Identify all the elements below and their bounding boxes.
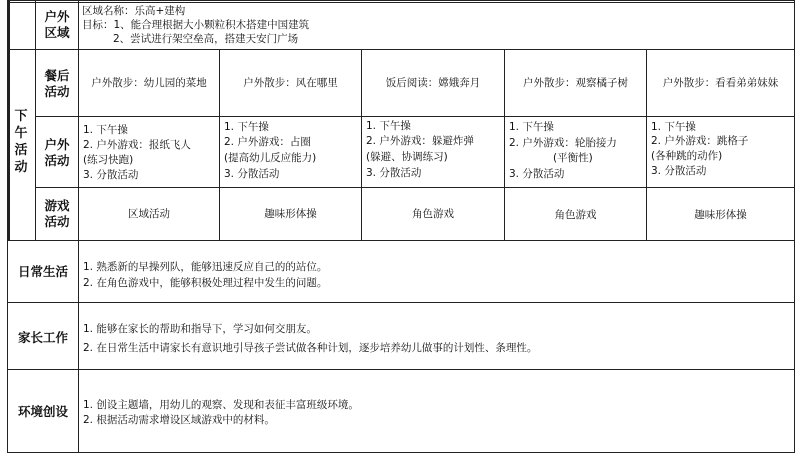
environment-line-2: 2. 根据活动需求增设区域游戏中的材料。 — [83, 414, 275, 426]
outdoor-col4-line4: 3. 分散活动 — [509, 168, 565, 180]
games-label-line2: 活动 — [44, 214, 70, 229]
after-meal-label-line2: 活动 — [44, 84, 70, 99]
game-item-3: 角色游戏 — [412, 208, 454, 220]
after-meal-item-3: 饭后阅读：嫦娥奔月 — [385, 77, 481, 89]
daily-life-label: 日常生活 — [17, 264, 68, 279]
environment-line-1: 1. 创设主题墙，用幼儿的观察、发现和表征丰富班级环境。 — [83, 399, 359, 411]
outdoor-col1-line2: 2. 户外游戏：报纸飞人 — [83, 139, 191, 151]
outdoor-col5-line3: (各种跳的动作) — [651, 150, 723, 162]
games-label-line1: 游戏 — [44, 198, 70, 213]
after-meal-item-4: 户外散步：观察橘子树 — [523, 77, 628, 89]
game-item-2: 趣味形体操 — [264, 208, 317, 220]
game-item-4: 角色游戏 — [554, 209, 597, 221]
after-meal-item-5: 户外散步：看看弟弟妹妹 — [662, 77, 779, 89]
outdoor-col2-line3: (提高幼儿反应能力) — [224, 152, 317, 164]
daily-life-line-1: 1. 熟悉新的早操列队，能够迅速反应自己的的站位。 — [83, 261, 328, 273]
outdoor-col2-line2: 2. 户外游戏：占圈 — [224, 136, 311, 148]
outdoor-col4-line2: 2. 户外游戏：轮胎接力 — [509, 137, 617, 149]
outdoor-col1-line1: 1. 下午操 — [83, 124, 128, 136]
outdoor-col1-line3: (练习快跑) — [83, 154, 134, 166]
afternoon-label: 下午活动 — [14, 109, 28, 175]
daily-life-line-2: 2. 在角色游戏中，能够积极处理过程中发生的问题。 — [83, 277, 328, 289]
game-item-5: 趣味形体操 — [694, 209, 747, 221]
outdoor-col3-line4: 3. 分散活动 — [366, 167, 422, 179]
outdoor-activity-label-line2: 活动 — [44, 153, 70, 168]
outdoor-col5-line4: 3. 分散活动 — [651, 165, 707, 177]
outdoor-col5-line1: 1. 下午操 — [651, 121, 696, 133]
outdoor-col1-line4: 3. 分散活动 — [83, 169, 139, 181]
outdoor-col2-line4: 3. 分散活动 — [224, 168, 280, 180]
goal-2: 2、尝试进行架空垒高，搭建天安门广场 — [113, 33, 299, 45]
goal-1: 目标：1、能合理根据大小颗粒积木搭建中国建筑 — [82, 19, 310, 31]
outdoor-col3-line1: 1. 下午操 — [366, 120, 411, 132]
after-meal-item-2: 户外散步：风在哪里 — [243, 77, 338, 89]
outdoor-area-label-line1: 户外 — [44, 9, 70, 24]
parent-work-line-1: 1. 能够在家长的帮助和指导下，学习如何交朋友。 — [83, 323, 317, 335]
outdoor-activity-label-line1: 户外 — [44, 137, 70, 152]
outdoor-col2-line1: 1. 下午操 — [224, 121, 269, 133]
environment-label: 环境创设 — [17, 404, 68, 419]
outdoor-col4-line1: 1. 下午操 — [509, 121, 554, 133]
outdoor-col3-line3: (躲避、协调练习) — [366, 151, 448, 163]
after-meal-label-line1: 餐后 — [44, 68, 70, 83]
outdoor-col4-line3: (平衡性) — [553, 152, 593, 164]
parent-work-line-2: 2. 在日常生活中请家长有意识地引导孩子尝试做各种计划，逐步培养幼儿做事的计划性、条理性。 — [83, 342, 538, 354]
game-item-1: 区域活动 — [128, 208, 170, 220]
after-meal-item-1: 户外散步：幼儿园的菜地 — [91, 77, 207, 89]
outdoor-col5-line2: 2. 户外游戏：跳格子 — [651, 135, 749, 147]
outdoor-area-label-line2: 区域 — [44, 25, 70, 40]
parent-work-label: 家长工作 — [17, 330, 68, 345]
area-name: 区域名称：乐高+建构 — [82, 5, 186, 17]
outdoor-col3-line2: 2. 户外游戏：躲避炸弹 — [366, 135, 474, 147]
